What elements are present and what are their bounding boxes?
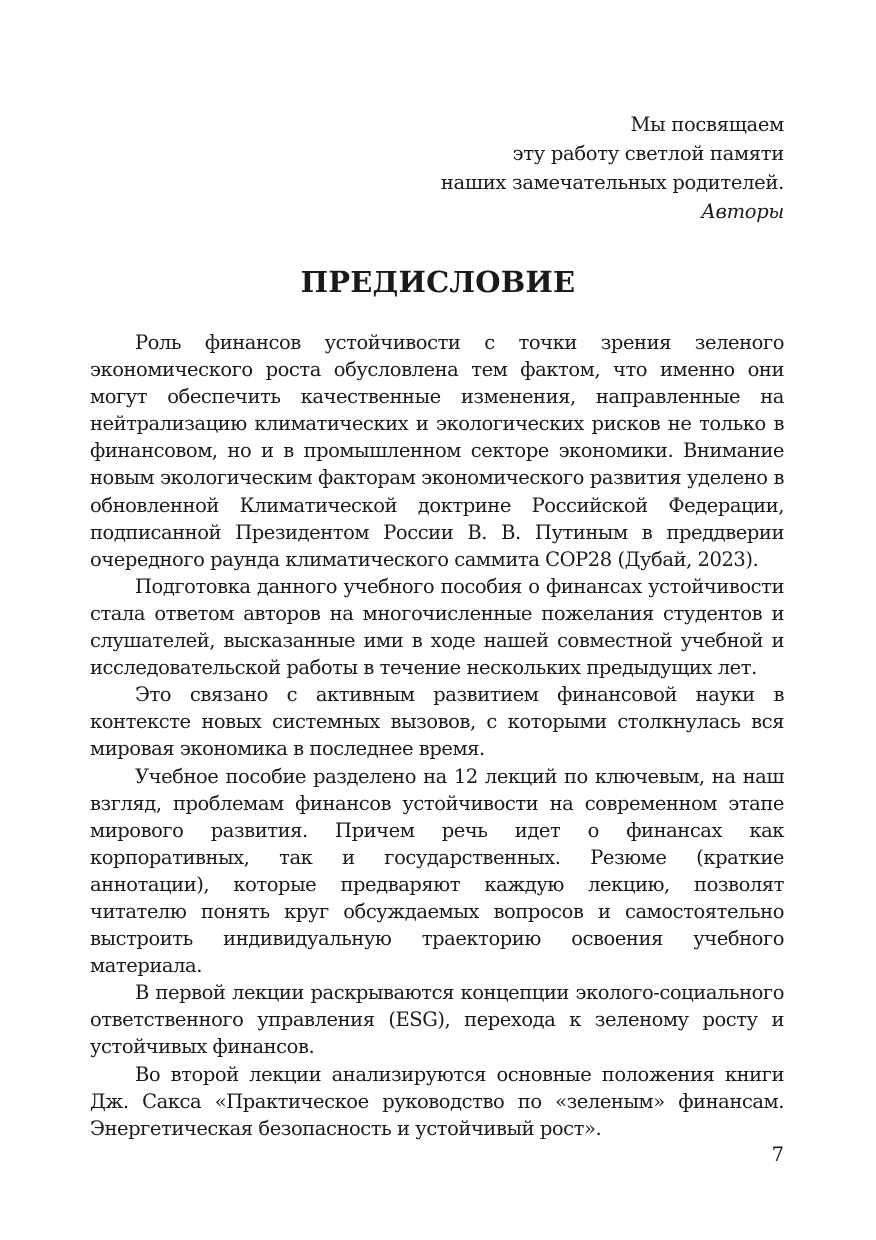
page-title: ПРЕДИСЛОВИЕ <box>300 265 576 300</box>
dedication-line: Мы посвящаем <box>630 113 784 136</box>
paragraph: Это связано с активным развитием финансовой науки в контексте новых системных вызовов, с которыми столкнулась вся мировая экономика в последнее время. <box>90 683 784 761</box>
paragraph: Во второй лекции анализируются основные положения книги Дж. Сакса «Практическое руководство по «зеленым» финансам. Энергетическая безопасность и устойчивый рост». <box>90 1062 784 1140</box>
dedication-signature: Авторы <box>701 200 784 223</box>
paragraph: Роль финансов устойчивости с точки зрения зеленого экономического роста обусловлена тем фактом, что именно они могут обеспечить качественные изменения, направленные на нейтрализацию климатических и экологических рисков не только в финансовом, но и в промышленном секторе экономики. Внимание новым экологическим факторам экономического развития уделено в обновленной Климатической доктрине Российской Федерации, подписанной Президентом России В. В. Путиным в преддверии очередного раунда климатического саммита СОР28 (Дубай, 2023). <box>90 331 784 571</box>
dedication-line: эту работу светлой памяти <box>512 142 784 165</box>
dedication-line: наших замечательных родителей. <box>440 171 784 194</box>
paragraph: В первой лекции раскрываются концепции эколого-социального ответственного управления (ESG), перехода к зеленому росту и устойчивых финансов. <box>90 981 784 1059</box>
body-text <box>90 329 784 1142</box>
paragraph: Учебное пособие разделено на 12 лекций по ключевым, на наш взгляд, проблемам финансов устойчивости на современном этапе мирового развития. Причем речь идет о финансах как корпоративных, так и государственных. Резюме (краткие аннотации), которые предваряют каждую лекцию, позволят читателю понять круг обсуждаемых вопросов и самостоятельно выстроить индивидуальную траекторию освоения учебного материала. <box>90 764 784 978</box>
paragraph: Подготовка данного учебного пособия о финансах устойчивости стала ответом авторов на многочисленные пожелания студентов и слушателей, высказанные ими в ходе нашей совместной учебной и исследовательской работы в течение нескольких предыдущих лет. <box>90 574 784 680</box>
page-number: 7 <box>771 1143 784 1166</box>
dedication <box>441 110 784 226</box>
